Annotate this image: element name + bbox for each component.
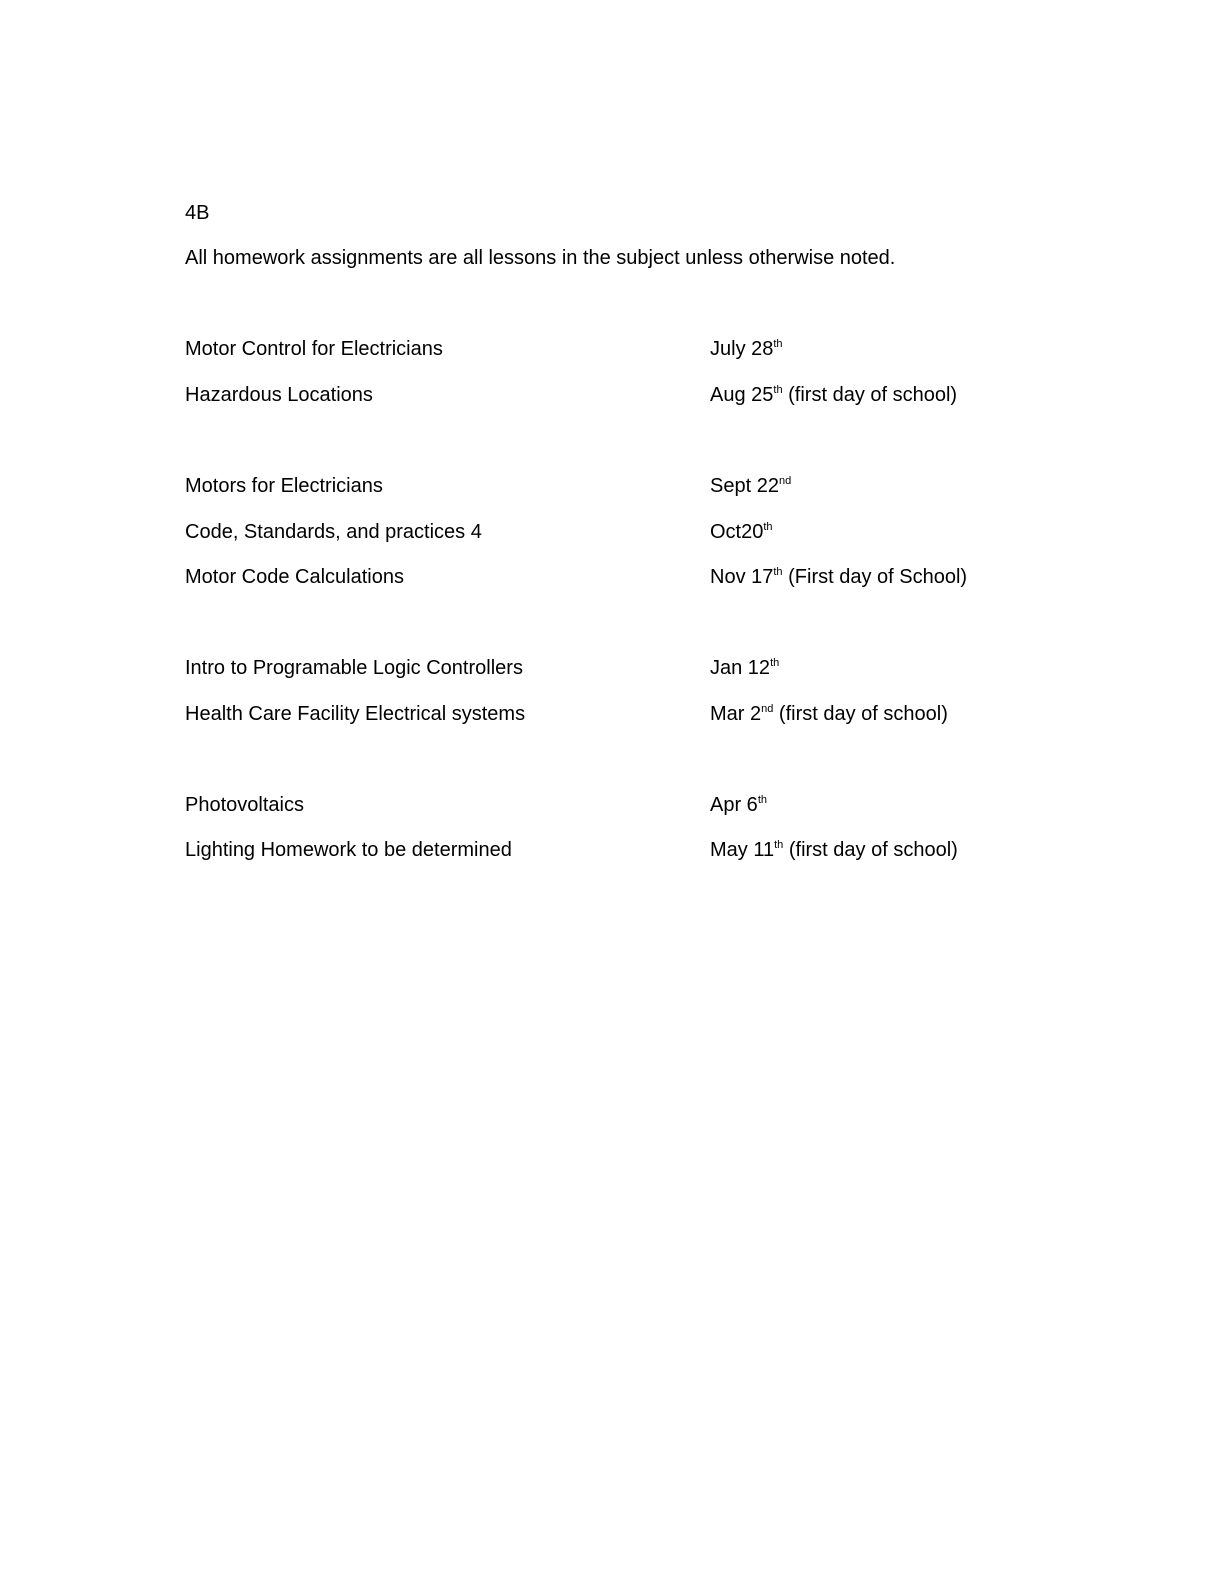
class-heading: 4B xyxy=(185,202,210,224)
schedule-row xyxy=(185,474,1085,498)
schedule-row xyxy=(185,793,1085,817)
schedule-row xyxy=(185,838,1085,862)
due-date: July 28th xyxy=(710,338,783,360)
subject-name: Hazardous Locations xyxy=(185,384,373,406)
subject-name: Health Care Facility Electrical systems xyxy=(185,703,526,725)
subject-name: Intro to Programable Logic Controllers xyxy=(185,657,523,679)
schedule-row xyxy=(185,520,1085,544)
due-date: Mar 2nd (first day of school) xyxy=(710,703,948,725)
due-date: Nov 17th (First day of School) xyxy=(710,566,968,588)
due-date: Sept 22nd xyxy=(710,475,792,497)
schedule-row xyxy=(185,702,1085,726)
schedule-row xyxy=(185,656,1085,680)
schedule-row xyxy=(185,337,1085,361)
subject-name: Code, Standards, and practices 4 xyxy=(185,521,482,543)
due-date: Jan 12th xyxy=(710,657,780,679)
subject-name: Motor Code Calculations xyxy=(185,566,404,588)
schedule-row xyxy=(185,383,1085,407)
schedule-row xyxy=(185,565,1085,589)
subject-name: Motor Control for Electricians xyxy=(185,338,443,360)
homework-note: All homework assignments are all lessons in the subject unless otherwise noted. xyxy=(185,247,896,269)
subject-name: Photovoltaics xyxy=(185,794,304,816)
due-date: May 11th (first day of school) xyxy=(710,839,958,861)
subject-name: Motors for Electricians xyxy=(185,475,383,497)
subject-name: Lighting Homework to be determined xyxy=(185,839,512,861)
due-date: Aug 25th (first day of school) xyxy=(710,384,958,406)
due-date: Apr 6th xyxy=(710,794,767,816)
due-date: Oct20th xyxy=(710,521,773,543)
